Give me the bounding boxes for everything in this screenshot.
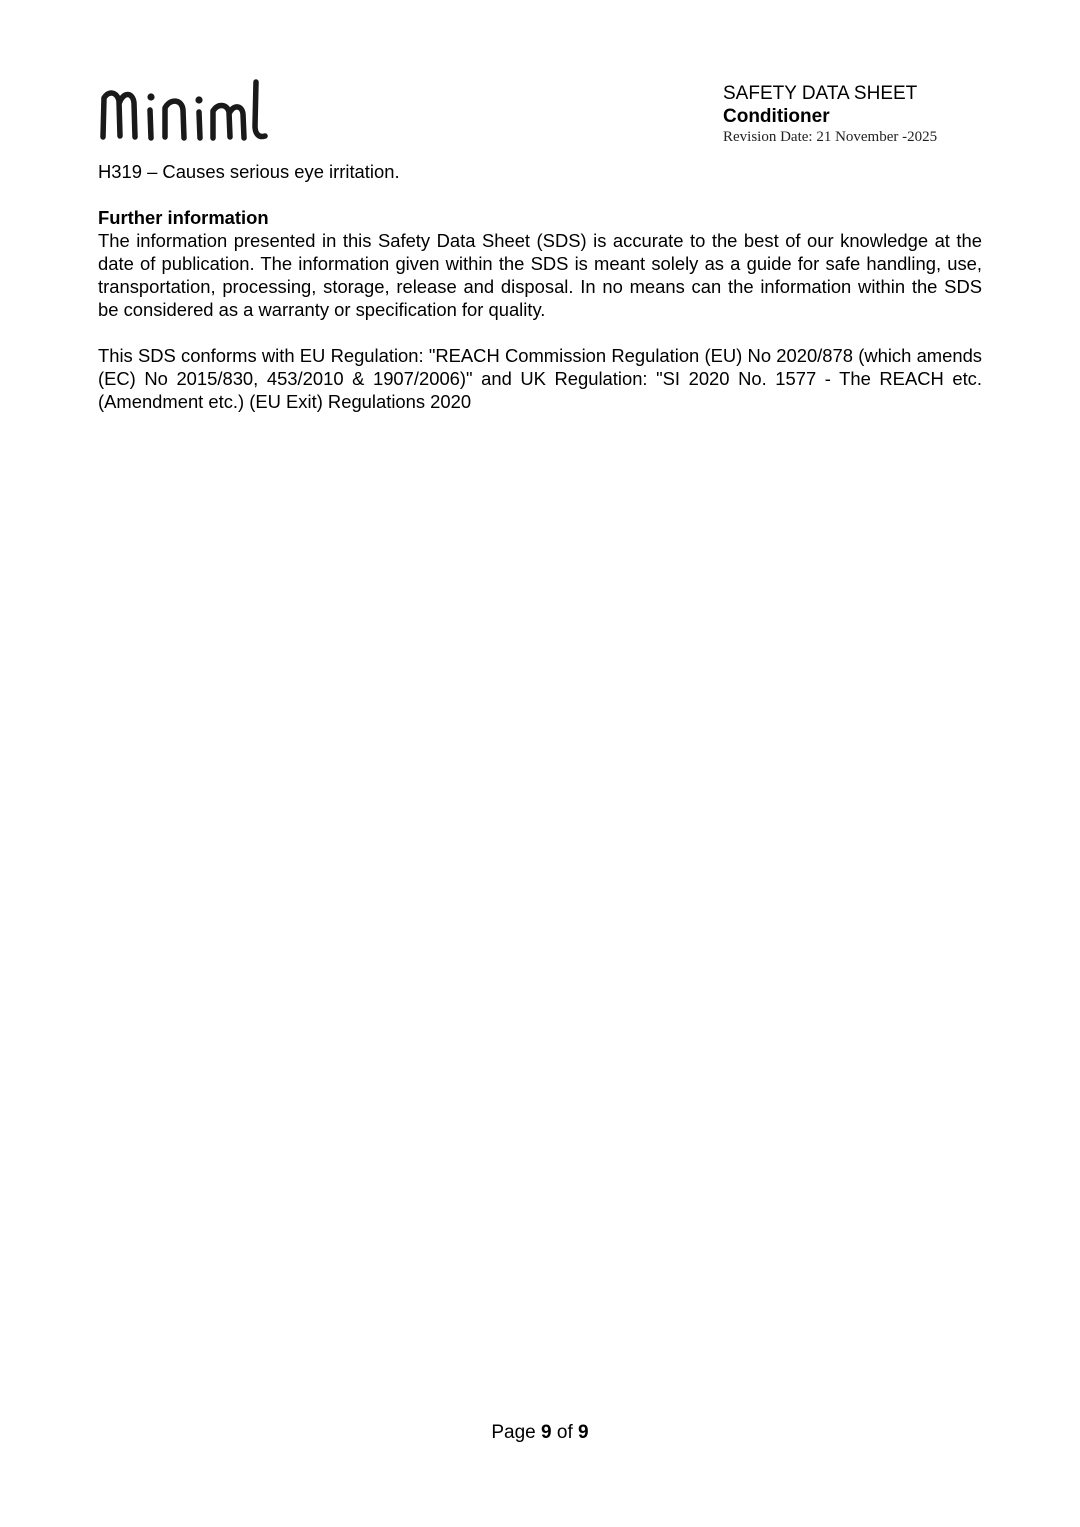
brand-logo [98, 74, 268, 150]
regulation-paragraph: This SDS conforms with EU Regulation: "REACH Commission Regulation (EU) No 2020/878 (which amends (EC) No 2015/830, 453/2010 & 1907/2006)" and UK Regulation: "SI 2020 No. 1577 - The REACH etc. (Amendment etc.) (EU Exit) Regulations 2020 [98, 345, 982, 412]
further-information-heading: Further information [98, 207, 269, 228]
page-number [0, 1421, 1080, 1445]
page-current: 9 [541, 1422, 552, 1443]
further-information-paragraph: The information presented in this Safety Data Sheet (SDS) is accurate to the best of our knowledge at the date of publication. The information given within the SDS is meant solely as a guide for safe handling, use, transportation, processing, storage, release and disposal. In no means can the information within the SDS be considered as a warranty or specification for quality. [98, 230, 982, 320]
page-prefix: Page [491, 1422, 536, 1443]
revision-date: Revision Date: 21 November -2025 [723, 129, 938, 145]
document-body [98, 160, 982, 413]
hazard-statement: H319 – Causes serious eye irritation. [98, 161, 400, 182]
document-type: SAFETY DATA SHEET [723, 83, 918, 104]
document-header [723, 82, 1063, 147]
page-of: of [556, 1422, 573, 1443]
page-total: 9 [578, 1422, 589, 1443]
product-name: Conditioner [723, 106, 830, 127]
